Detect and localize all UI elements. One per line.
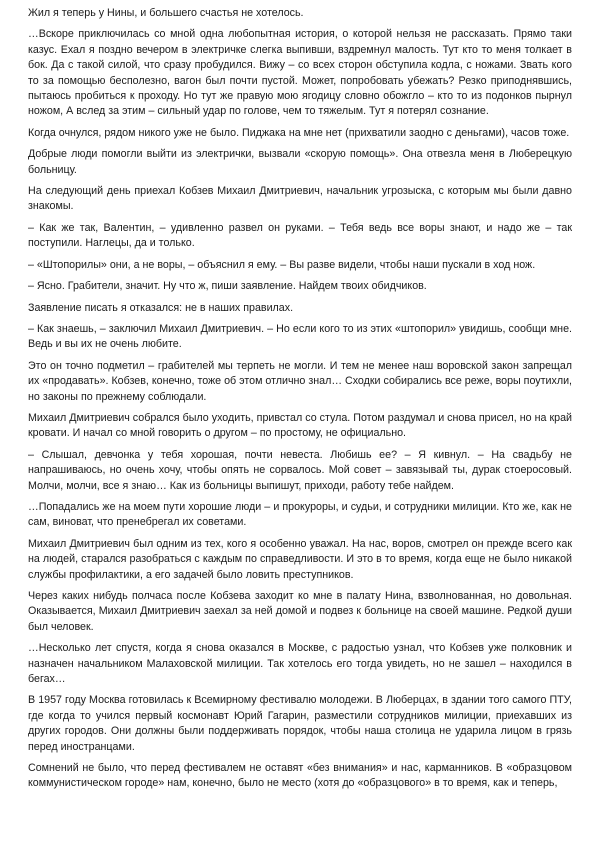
- paragraph: Заявление писать я отказался: не в наших правилах.: [28, 301, 294, 314]
- paragraph: – Как же так, Валентин, – удивленно развел он руками. – Тебя ведь все воры знают, и надо же – так поступили. Наглецы, да и только.: [28, 221, 572, 250]
- paragraph: – Как знаешь, – заключил Михаил Дмитриевич. – Но если кого то из этих «штопорил» увидишь, сообщи мне. Ведь и вы их не очень любите.: [28, 322, 572, 351]
- paragraph: Это он точно подметил – грабителей мы терпеть не могли. И тем не менее наш воровской закон запрещал их «продавать». Кобзев, конечно, тоже об этом отлично знал… Сходки собирались все реже, воры поутихли, но законы по прежнему соблюдали.: [28, 359, 573, 403]
- paragraph: …Несколько лет спустя, когда я снова оказался в Москве, с радостью узнал, что Кобзев уже полковник и назначен начальником Малаховской милиции. Так хотелось его тогда увидеть, но не зашел – находился в бегах…: [28, 642, 572, 686]
- paragraph: Когда очнулся, рядом никого уже не было. Пиджака на мне нет (прихватили заодно с деньгами), часов тоже.: [28, 126, 570, 139]
- paragraph: Жил я теперь у Нины, и большего счастья не хотелось.: [28, 7, 304, 19]
- paragraph: Михаил Дмитриевич собрался было уходить, привстал со стула. Потом раздумал и снова присел, но на край кровати. И начал со мной говорить о другом – по простому, не официально.: [28, 411, 572, 440]
- paragraph: Михаил Дмитриевич был одним из тех, кого я особенно уважал. На нас, воров, смотрел он прежде всего как на людей, старался разобраться с каждым по справедливости. И это в то время, когда еще не было никакой службы профилактики, а его задачей было ловить преступников.: [28, 537, 572, 581]
- paragraph: На следующий день приехал Кобзев Михаил Дмитриевич, начальник угрозыска, с которым мы были давно знакомы.: [28, 185, 572, 213]
- paragraph: Добрые люди помогли выйти из электрички, вызвали «скорую помощь». Она отвезла меня в Люберецкую больницу.: [28, 148, 572, 176]
- paragraph: …Попадались же на моем пути хорошие люди – и прокуроры, и судьи, и сотрудники милиции. Кто же, как не сам, виноват, что пренебрегал их советами.: [28, 500, 572, 529]
- paragraph: – Ясно. Грабители, значит. Ну что ж, пиши заявление. Найдем твоих обидчиков.: [28, 280, 427, 293]
- paragraph: Сомнений не было, что перед фестивалем не оставят «без внимания» и нас, карманников. В «образцовом коммунистическом городе» нам, конечно, было не место (хотя до «образцового» в то время, как и теперь,: [28, 762, 572, 790]
- paragraph: Через каких нибудь полчаса после Кобзева заходит ко мне в палату Нина, взволнованная, но довольная. Оказывается, Михаил Дмитриевич заехал за ней домой и подвез к больнице на своей машине. Редкой души был человек.: [28, 590, 572, 633]
- paragraph: – Слышал, девчонка у тебя хорошая, почти невеста. Любишь ее? – Я кивнул. – На свадьбу не напрашиваюсь, но очень хочу, чтобы опять не сорвалось. Мой совет – завязывай ты, дурак стоеросовый. Молчи, молчи, все я знаю… Как из больницы выпишут, приходи, работу тебе найдем.: [28, 448, 572, 492]
- paragraph: – «Штопорилы» они, а не воры, – объяснил я ему. – Вы разве видели, чтобы наши пускали в ход нож.: [28, 258, 536, 271]
- paragraph: В 1957 году Москва готовилась к Всемирному фестивалю молодежи. В Люберцах, в здании того самого ПТУ, где когда то учился первый космонавт Юрий Гагарин, разместили сотрудников милиции, приехавших из других городов. Они должны были поддерживать порядок, чтобы наша столица не ударила лицом в грязь перед иностранцами.: [28, 694, 572, 753]
- paragraph: …Вскоре приключилась со мной одна любопытная история, о которой нельзя не рассказать. Прямо таки казус. Ехал я поздно вечером в электричке слегка выпивши, вздремнул малость. Тут кто то меня толкает в бок. Да с такой силой, что сразу пробудился. Вижу – со всех сторон обступила кодла, с ножами. Звать кого то за помощью бесполезно, вагон был почти пустой. Может, попробовать убежать? Резко приподнявшись, пытаюсь пробиться к проходу. Но тут же правую мою ягодицу словно обожгло – кто то из подонков пырнул ножом, А вслед за этим – сильный удар по голове, чем то тяжелым. Тут я потерял сознание.: [28, 28, 572, 118]
